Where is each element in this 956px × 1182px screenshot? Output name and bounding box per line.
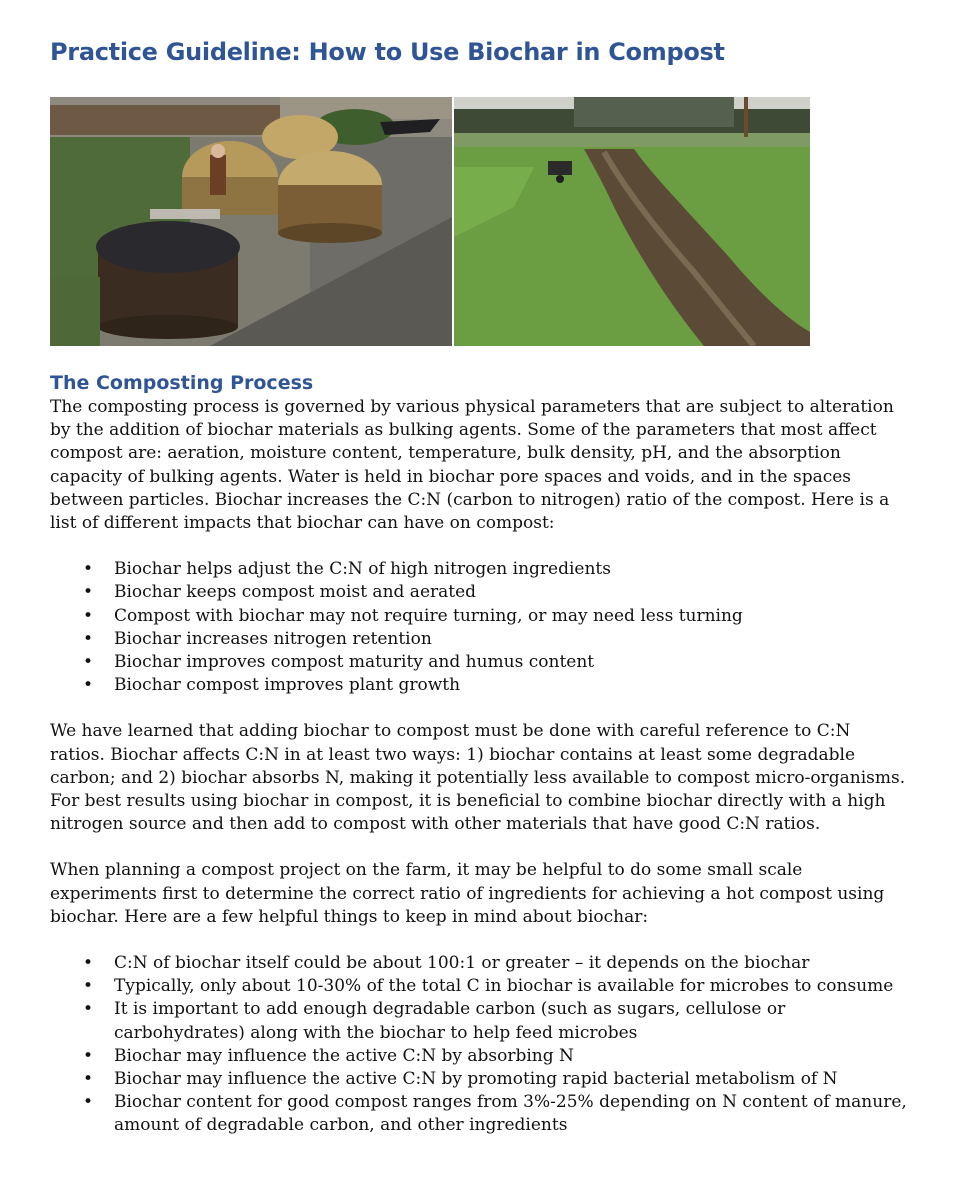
list-item: • It is important to add enough degradable carbon (such as sugars, cellulose or carbohydrates) along with the biochar to help feed microbes bbox=[50, 998, 910, 1044]
list-item: • Compost with biochar may not require turning, or may need less turning bbox=[50, 605, 910, 628]
list-item: • Biochar keeps compost moist and aerated bbox=[50, 581, 910, 604]
list-item: • Typically, only about 10-30% of the total C in biochar is available for microbes to consume bbox=[50, 975, 910, 998]
planning-paragraph: When planning a compost project on the farm, it may be helpful to do some small scale experiments first to determine the correct ratio of ingredients for achieving a hot compost using biochar. Here are a few helpful things to keep in mind about biochar: bbox=[50, 860, 885, 927]
windrow-field-photo bbox=[454, 97, 810, 346]
impacts-list bbox=[50, 558, 910, 697]
compost-piles-photo bbox=[50, 97, 452, 346]
composting-process-section bbox=[50, 372, 910, 1138]
list-item: • Biochar content for good compost ranges from 3%-25% depending on N content of manure, amount of degradable carbon, and other ingredients bbox=[50, 1091, 910, 1137]
intro-paragraph: The composting process is governed by various physical parameters that are subject to alteration by the addition of biochar materials as bulking agents. Some of the parameters that most affect compost are: aeration, moisture content, temperature, bulk density, pH, and the absorption capacity of bulking agents. Water is held in biochar pore spaces and voids, and in the spaces between particles. Biochar increases the C:N (carbon to nitrogen) ratio of the compost. Here is a list of different impacts that biochar can have on compost: bbox=[50, 397, 894, 534]
list-item: • C:N of biochar itself could be about 100:1 or greater – it depends on the biochar bbox=[50, 952, 910, 975]
page-title: Practice Guideline: How to Use Biochar in Compost bbox=[50, 38, 725, 66]
list-item: • Biochar improves compost maturity and humus content bbox=[50, 651, 910, 674]
tips-list bbox=[50, 952, 910, 1138]
list-item: • Biochar helps adjust the C:N of high nitrogen ingredients bbox=[50, 558, 910, 581]
list-item: • Biochar may influence the active C:N by absorbing N bbox=[50, 1045, 910, 1068]
section-heading: The Composting Process bbox=[50, 372, 314, 394]
photo-strip bbox=[50, 97, 810, 346]
list-item: • Biochar increases nitrogen retention bbox=[50, 628, 910, 651]
list-item: • Biochar compost improves plant growth bbox=[50, 674, 910, 697]
cn-ratio-paragraph: We have learned that adding biochar to compost must be done with careful reference to C:N ratios. Biochar affects C:N in at least two ways: 1) biochar contains at least some degradable carbon; and 2) biochar absorbs N, making it potentially less available to compost micro-organisms. For best results using biochar in compost, it is beneficial to combine biochar directly with a high nitrogen source and then add to compost with other materials that have good C:N ratios. bbox=[50, 721, 906, 835]
list-item: • Biochar may influence the active C:N by promoting rapid bacterial metabolism of N bbox=[50, 1068, 910, 1091]
